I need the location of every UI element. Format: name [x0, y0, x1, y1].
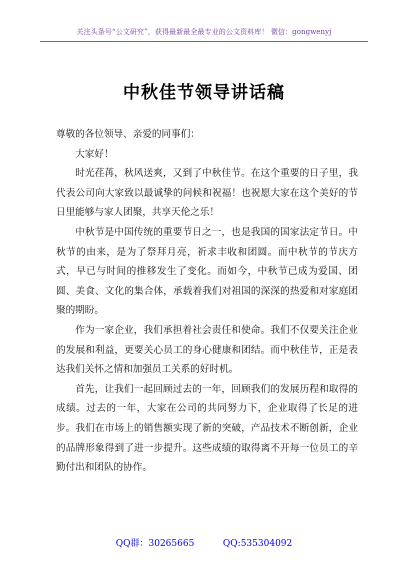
paragraph-1: 时光荏苒，秋风送爽，又到了中秋佳节。在这个重要的日子里，我代表公司向大家致以最诚挚的问候和祝福！也祝愿大家在这个美好的节日里能够与家人团聚，共享天伦之乐！	[56, 168, 358, 219]
salutation: 尊敬的各位领导、亲爱的同事们：	[56, 129, 200, 140]
document-title: 中秋佳节领导讲话稿	[123, 83, 285, 103]
paragraph-2: 中秋节是中国传统的重要节日之一，也是我国的国家法定节日。中秋节的由来，是为了祭拜月亮，祈求丰收和团圆。而中秋节的节庆方式，早已与时间的推移发生了变化。而如今，中秋节已成为爱国、团圆、美食、文化的集合体，承载着我们对祖国的深深的热爱和对家庭团聚的期盼。	[56, 226, 358, 317]
footer-qq: QQ:535304092	[222, 539, 293, 549]
paragraph-3: 作为一家企业，我们承担着社会责任和使命。我们不仅要关注企业的发展和利益，更要关心员工的身心健康和团结。而中秋佳节，正是表达我们关怀之情和加强员工关系的好时机。	[56, 324, 358, 376]
paragraph-greeting: 大家好！	[75, 148, 114, 160]
document-body	[56, 125, 358, 478]
header-note: 关注头条号“公文研究”，获得最新最全最专业的公文资料库！ 微信：gongwenyj	[76, 28, 332, 36]
paragraph-4: 首先，让我们一起回顾过去的一年，回顾我们的发展历程和取得的成绩。过去的一年，大家在公司的共同努力下，企业取得了长足的进步。我们在市场上的销售额实现了新的突破，产品技术不断创新，企业的品牌形象得到了进一步提升。这些成绩的取得离不开每一位员工的辛勤付出和团队的协作。	[56, 383, 358, 474]
header-divider	[40, 41, 368, 42]
footer-contact	[0, 536, 408, 549]
footer-qq-group: QQ群：30265665	[115, 539, 195, 549]
